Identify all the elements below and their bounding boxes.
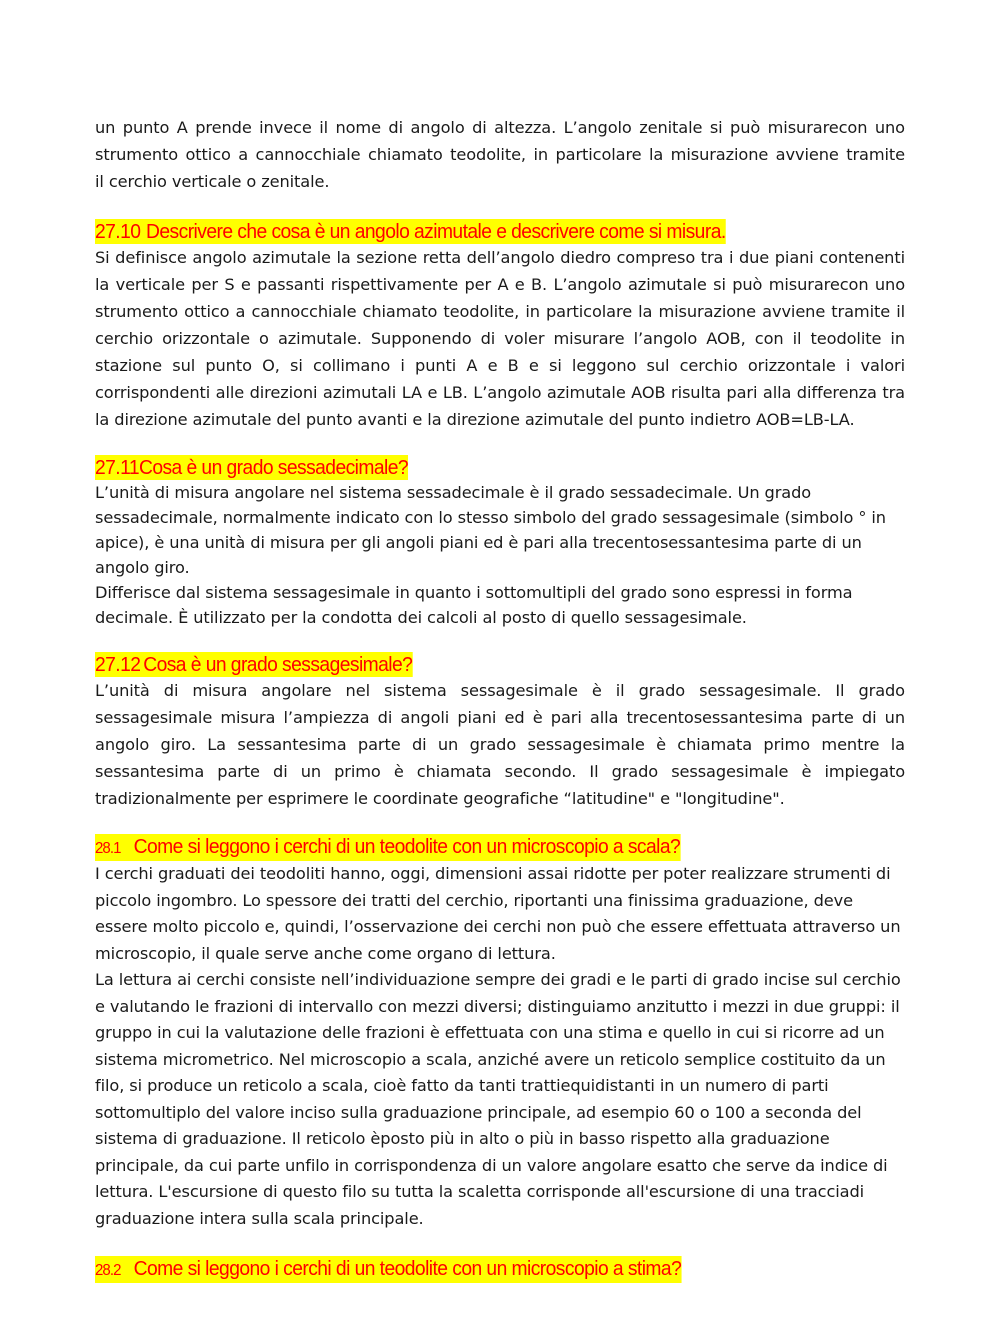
section-28-1 (95, 834, 905, 1232)
section-heading (95, 652, 412, 677)
section-title: Cosa è un grado sessadecimale? (138, 456, 409, 479)
section-28-2 (95, 1256, 905, 1283)
section-title: Come si leggono i cerchi di un teodolite con un microscopio a stima? (133, 1257, 682, 1280)
section-27-12 (95, 652, 905, 812)
section-27-10 (95, 219, 905, 433)
intro-text (95, 114, 905, 195)
section-paragraph: L’unità di misura angolare nel sistema sessagesimale è il grado sessagesimale. Il grado sessagesimale misura l’ampiezza di angoli piani ed è pari alla trecentosessantesima parte di un angolo giro. La sessantesima parte di un grado sessagesimale è chiamata primo mentre la sessantesima parte di un primo è chiamata secondo. Il grado sessagesimale è impiegato tradizionalmente per esprimere le coordinate geografiche “latitudine" e "longitudine". (95, 681, 905, 808)
section-paragraph: L’unità di misura angolare nel sistema sessadecimale è il grado sessadecimale. Un grado sessadecimale, normalmente indicato con lo stesso simbolo del grado sessagesimale (simbolo ° in apice), è una unità di misura per gli angoli piani ed è pari alla trecentosessantesima parte di un angolo giro. (95, 483, 886, 577)
section-number: 27.10 (95, 220, 141, 243)
intro-line-3: il cerchio verticale o zenitale. (95, 172, 330, 191)
section-paragraph: Si definisce angolo azimutale la sezione retta dell’angolo diedro compreso tra i due piani contenenti la verticale per S e passanti rispettivamente per A e B. L’angolo azimutale si può misurarecon uno strumento ottico a cannocchiale chiamato teodolite, in particolare la misurazione avviene tramite il cerchio orizzontale o azimutale. Supponendo di voler misurare l’angolo AOB, con il teodolite in stazione sul punto O, si collimano i punti A e B e si leggono sul cerchio orizzontale i valori corrispondenti alle direzioni azimutali LA e LB. L’angolo azimutale AOB risulta pari alla differenza tra la direzione azimutale del punto avanti e la direzione azimutale del punto indietro AOB=LB-LA. (95, 248, 905, 429)
section-heading (95, 1256, 681, 1283)
section-number: 27.12 (95, 653, 141, 676)
section-paragraph: I cerchi graduati dei teodoliti hanno, oggi, dimensioni assai ridotte per poter realizzare strumenti di piccolo ingombro. Lo spessore dei tratti del cerchio, riportanti una finissima graduazione, deve essere molto piccolo e, quindi, l’osservazione dei cerchi non può che essere effettuata attraverso un microscopio, il quale serve anche come organo di lettura. (95, 864, 901, 963)
section-title: Descrivere che cosa è un angolo azimutale e descrivere come si misura. (146, 220, 726, 243)
section-heading (95, 219, 726, 244)
section-number: 27.11 (95, 456, 139, 479)
section-title: Come si leggono i cerchi di un teodolite con un microscopio a scala? (133, 835, 681, 858)
document-page (95, 114, 905, 1283)
section-27-11 (95, 455, 905, 630)
section-number: 28.2 (95, 1262, 121, 1279)
section-number: 28.1 (95, 840, 121, 857)
section-title: Cosa è un grado sessagesimale? (143, 653, 413, 676)
section-paragraph: La lettura ai cerchi consiste nell’individuazione sempre dei gradi e le parti di grado incise sul cerchio e valutando le frazioni di intervallo con mezzi diversi; distinguiamo anzitutto i mezzi in due gruppi: il gruppo in cui la valutazione delle frazioni è effettuata con una stima e quello in cui si ricorre ad un sistema micrometrico. Nel microscopio a scala, anziché avere un reticolo semplice costituito da un filo, si produce un reticolo a scala, cioè fatto da tanti trattiequidistanti in un numero di parti sottomultiplo del valore inciso sulla graduazione principale, ad esempio 60 o 100 a seconda del sistema di graduazione. Il reticolo èposto più in alto o più in basso rispetto alla graduazione principale, da cui parte unfilo in corrispondenza di un valore angolare esatto che serve da indice di lettura. L'escursione di questo filo su tutta la scaletta corrisponde all'escursione di una tracciadi graduazione intera sulla scala principale. (95, 970, 901, 1228)
section-heading (95, 455, 408, 480)
intro-line-2: strumento ottico a cannocchiale chiamato teodolite, in particolare la misurazione avviene tramite (95, 145, 905, 164)
intro-line-1: un punto A prende invece il nome di angolo di altezza. L’angolo zenitale si può misurarecon uno (95, 118, 905, 137)
section-heading (95, 834, 680, 861)
section-paragraph: Differisce dal sistema sessagesimale in quanto i sottomultipli del grado sono espressi in forma decimale. È utilizzato per la condotta dei calcoli al posto di quello sessagesimale. (95, 583, 853, 627)
